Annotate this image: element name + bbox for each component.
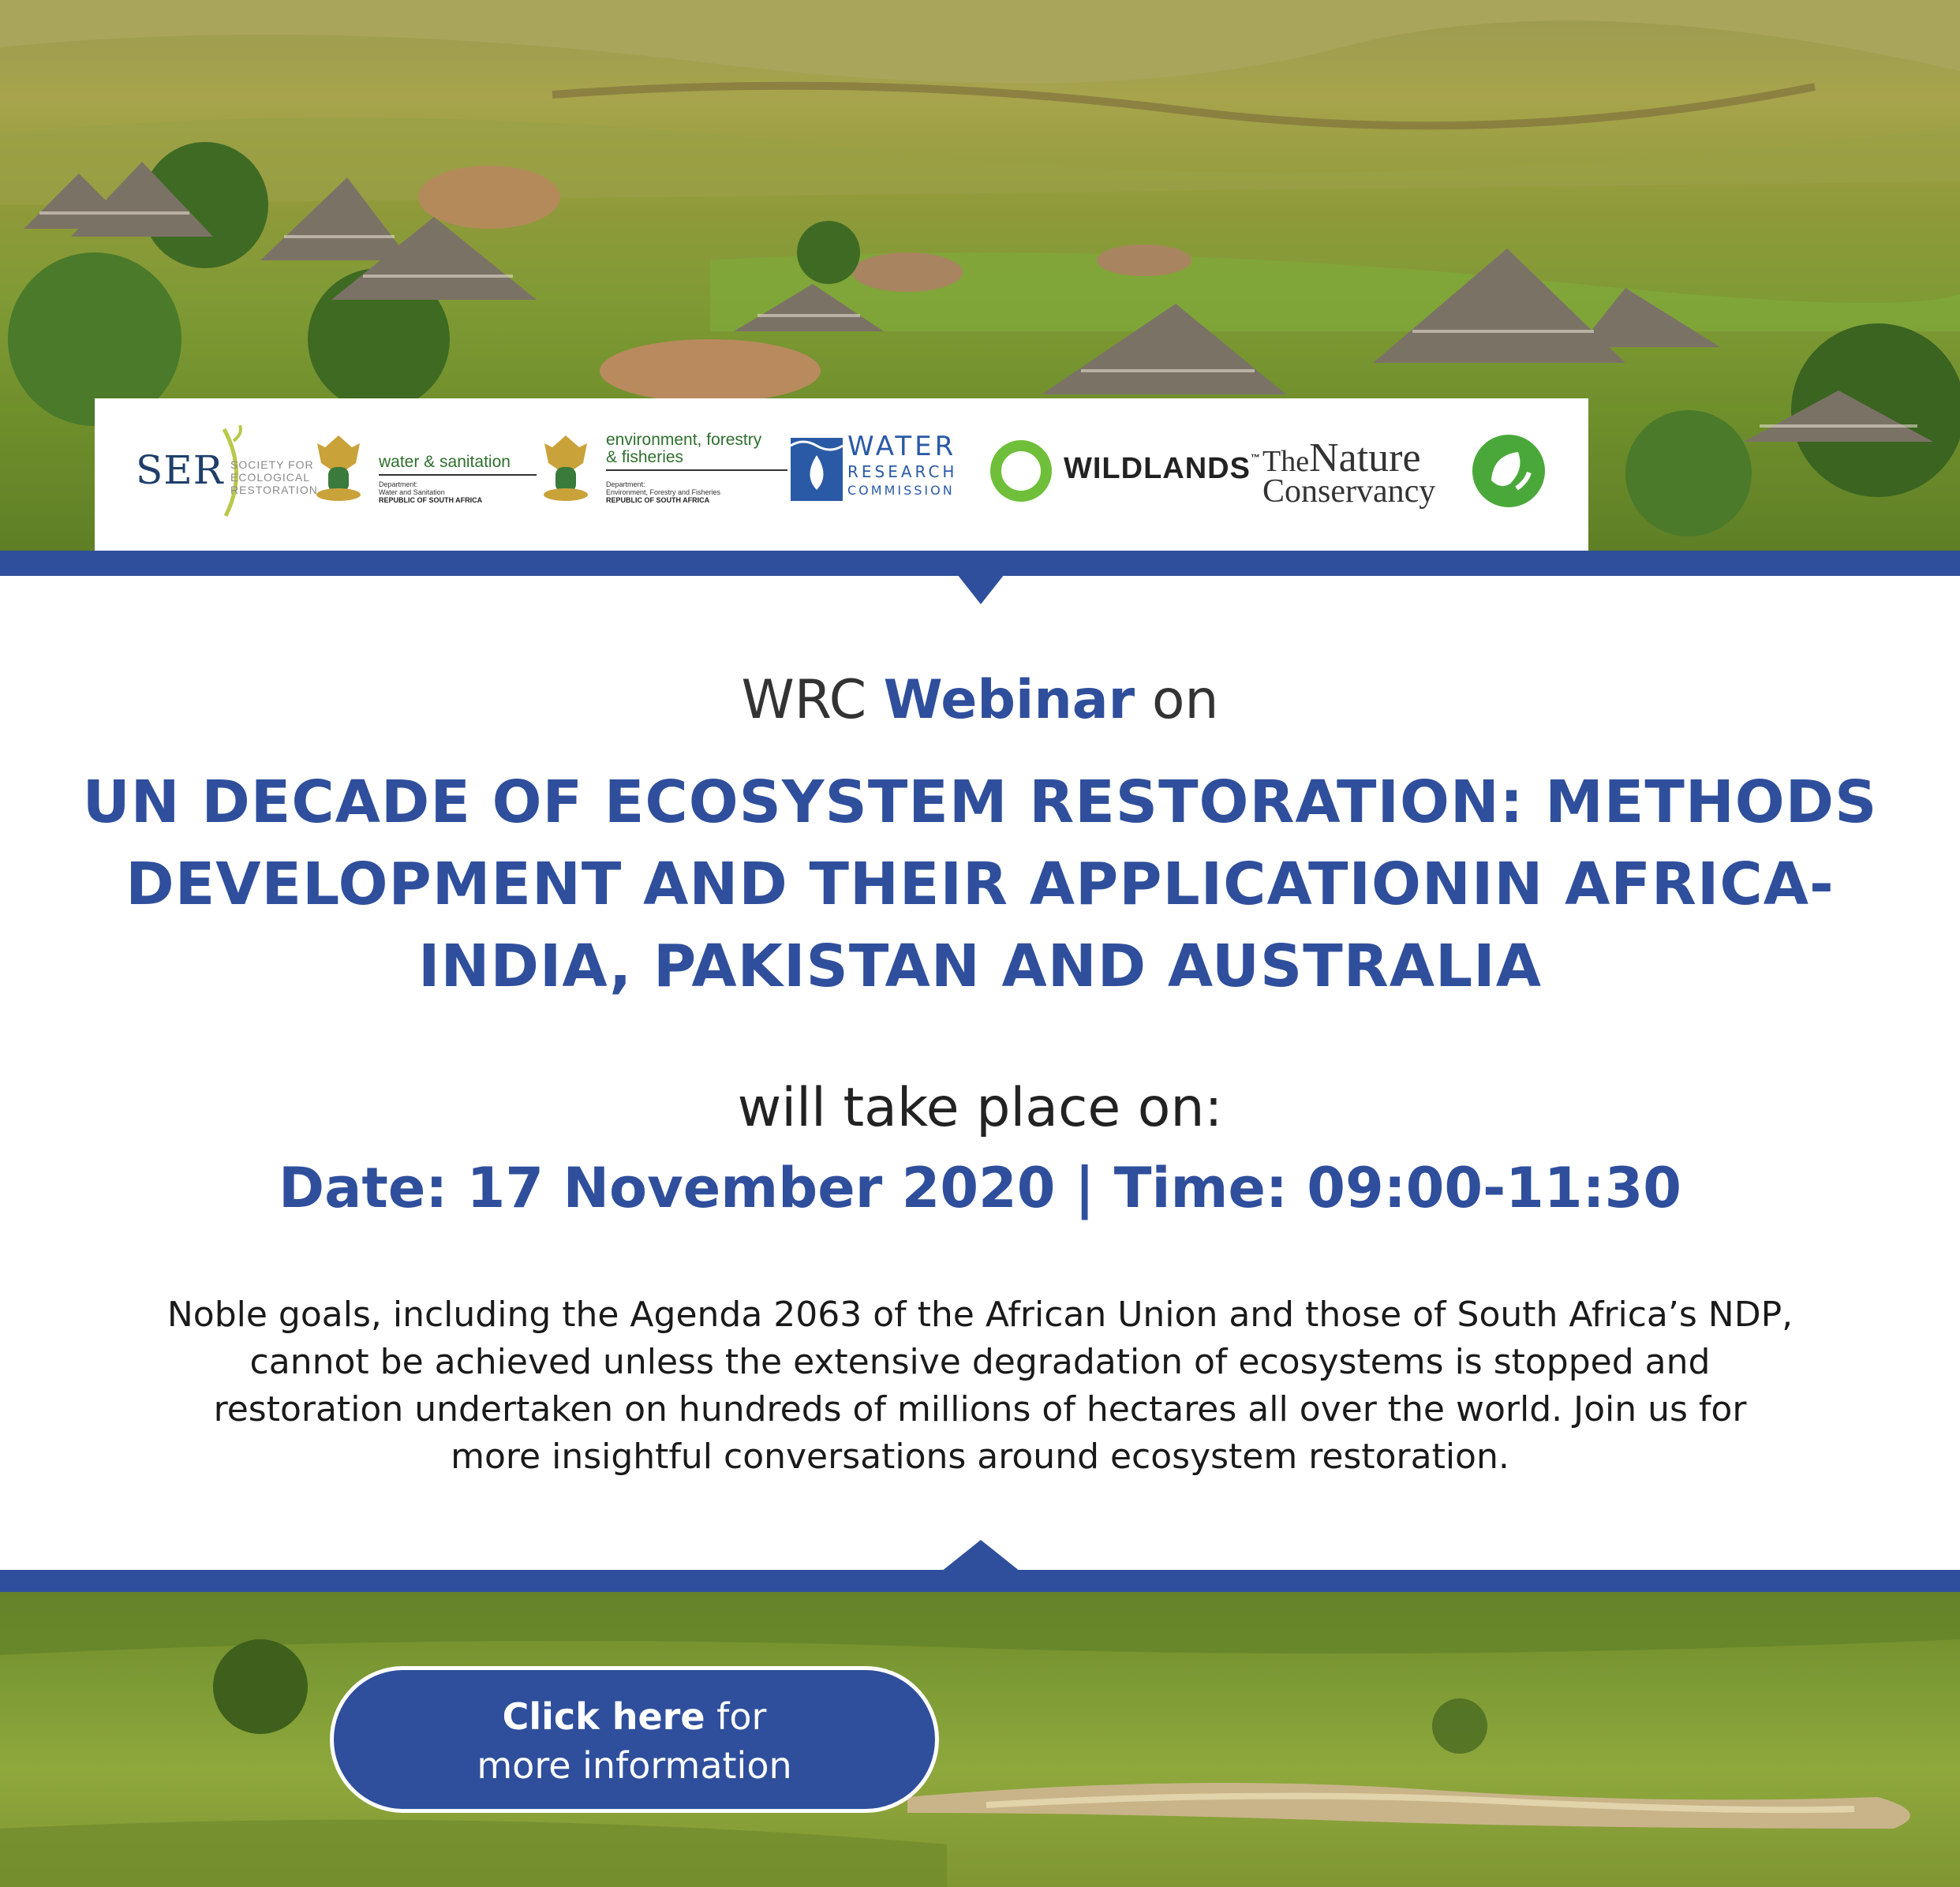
dws-subtext: Department: Water and Sanitation REPUBLIC OF SOUTH AFRICA <box>379 480 483 504</box>
wrc-logo <box>791 431 958 504</box>
cta-line-2: more information <box>477 1744 792 1787</box>
deff-name: environment, forestry & fisheries <box>606 432 787 471</box>
deff-subtext: Department: Environment, Forestry and Fisheries REPUBLIC OF SOUTH AFRICA <box>606 480 721 504</box>
leaf-globe-icon <box>1469 432 1548 510</box>
bottom-blue-band <box>0 1570 1960 1594</box>
cta-line-1: Click here for <box>502 1695 767 1738</box>
band-pointer-down <box>957 574 1004 604</box>
description-paragraph: Noble goals, including the Agenda 2063 of the African Union and those of South Africa’s NDP, cannot be achieved unless the extensive degradation of ecosystems is stopped and restoration undertaken on hundreds of millions of hectares all over the world. Join us for more insightful conversations around ecosystem restoration. <box>166 1295 1794 1477</box>
top-blue-band <box>0 551 1960 576</box>
grassland-illustration <box>0 1592 1960 1887</box>
ser-logo <box>136 447 318 496</box>
ser-full-name: SOCIETY FOR ECOLOGICAL RESTORATION <box>230 458 318 496</box>
wildlands-logo <box>988 438 1261 507</box>
dws-logo <box>312 432 511 506</box>
schedule-datetime: Date: 17 November 2020 | Time: 09:00-11:30 <box>279 1156 1681 1220</box>
schedule-lead: will take place on: <box>737 1077 1223 1139</box>
webinar-intro: WRC Webinar on <box>741 669 1219 731</box>
webinar-highlight: Webinar <box>883 669 1135 731</box>
water-drop-icon <box>791 438 843 501</box>
footer-landscape-photo <box>0 1592 1960 1887</box>
deff-logo <box>540 431 762 506</box>
dws-name: water & sanitation <box>379 454 537 476</box>
ser-abbr: SER <box>136 447 224 493</box>
coat-of-arms-icon <box>540 432 592 503</box>
webinar-title: UN DECADE OF ECOSYSTEM RESTORATION: METHODS DEVELOPMENT AND THEIR APPLICATIONIN AFRICA- INDIA, PAKISTAN AND AUSTRALIA <box>82 768 1878 1000</box>
more-information-button[interactable] <box>330 1666 939 1813</box>
coat-of-arms-icon <box>312 432 365 503</box>
partner-logo-strip <box>95 398 1588 551</box>
tnc-name: TheNature Conservancy <box>1262 435 1436 510</box>
wildlands-ring-icon <box>988 438 1054 504</box>
wildlands-name: WILDLANDS™ <box>1064 452 1261 485</box>
wrc-name: WATER RESEARCH COMMISSION <box>847 431 958 498</box>
